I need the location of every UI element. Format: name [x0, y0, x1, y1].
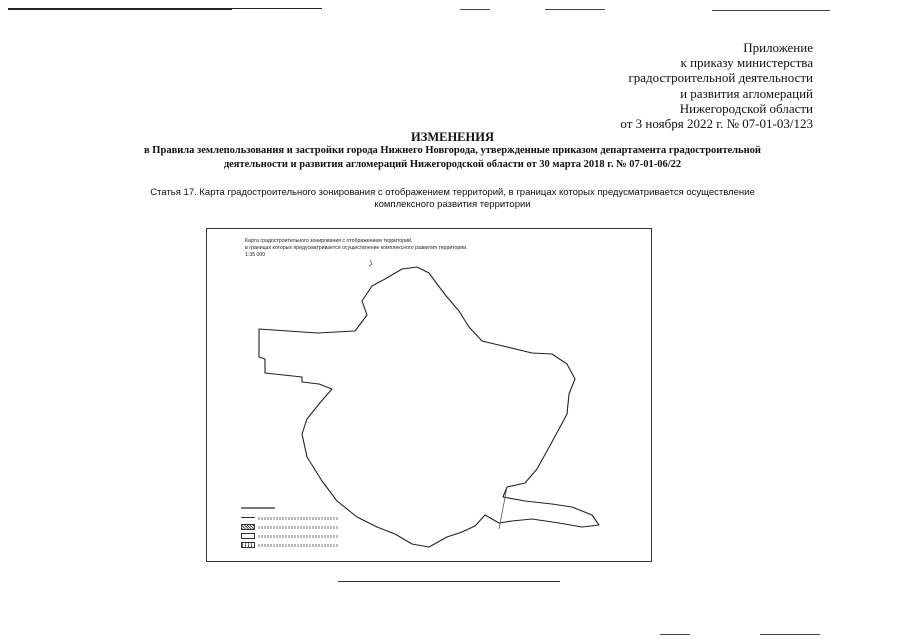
map-frame — [206, 228, 652, 562]
scan-edge-line — [232, 8, 322, 9]
map-marker — [369, 260, 372, 266]
map-caption-line: Карта градостроительного зонирования с отображением территорий, — [245, 238, 413, 244]
appendix-line: градостроительной деятельности — [628, 70, 813, 86]
subtitle-line: в Правила землепользования и застройки города Нижнего Новгорода, утвержденные приказом департамента градостроительной — [144, 145, 761, 156]
legend-text-placeholder — [258, 526, 338, 529]
subtitle-line: деятельности и развития агломераций Нижегородской области от 30 марта 2018 г. № 07-01-06/22 — [223, 159, 682, 170]
legend-text-placeholder — [258, 544, 338, 547]
legend-row — [241, 541, 351, 549]
appendix-line: к приказу министерства — [680, 55, 813, 71]
scan-mark — [660, 634, 690, 635]
legend-header-bar — [241, 507, 275, 509]
scan-mark — [712, 10, 830, 11]
appendix-line: Нижегородской области — [679, 100, 813, 116]
article-line: Статья 17. Карта градостроительного зонирования с отображением территорий, в границах которых предусматривается осуществление — [150, 187, 755, 198]
legend-row — [241, 514, 351, 522]
scan-mark — [760, 634, 820, 635]
legend-swatch — [241, 517, 255, 519]
map-scale: 1:35 000 — [245, 252, 266, 259]
map-legend — [241, 507, 351, 555]
document-subtitle — [40, 144, 865, 172]
scan-edge-line — [8, 8, 232, 10]
legend-text-placeholder — [258, 535, 338, 538]
bottom-rule — [338, 581, 560, 582]
article-heading — [40, 187, 865, 211]
scan-mark — [545, 9, 605, 10]
appendix-line: Приложение — [743, 40, 813, 55]
appendix-block — [513, 40, 813, 131]
legend-row — [241, 523, 351, 531]
legend-swatch — [241, 533, 255, 539]
scan-mark — [460, 9, 490, 10]
legend-swatch — [241, 524, 255, 530]
legend-row — [241, 532, 351, 540]
legend-text-placeholder — [258, 517, 338, 520]
document-title: ИЗМЕНЕНИЯ — [411, 130, 494, 144]
appendix-line: и развития агломераций — [680, 85, 813, 101]
city-boundary-line — [259, 267, 599, 547]
appendix-line: от 3 ноября 2022 г. № 07-01-03/123 — [620, 116, 813, 132]
map-caption-line: в границах которых предусматривается осуществление комплексного развития территории. — [245, 245, 468, 252]
legend-swatch — [241, 542, 255, 548]
article-line: комплексного развития территории — [374, 199, 531, 210]
city-boundary-outline — [255, 267, 599, 547]
